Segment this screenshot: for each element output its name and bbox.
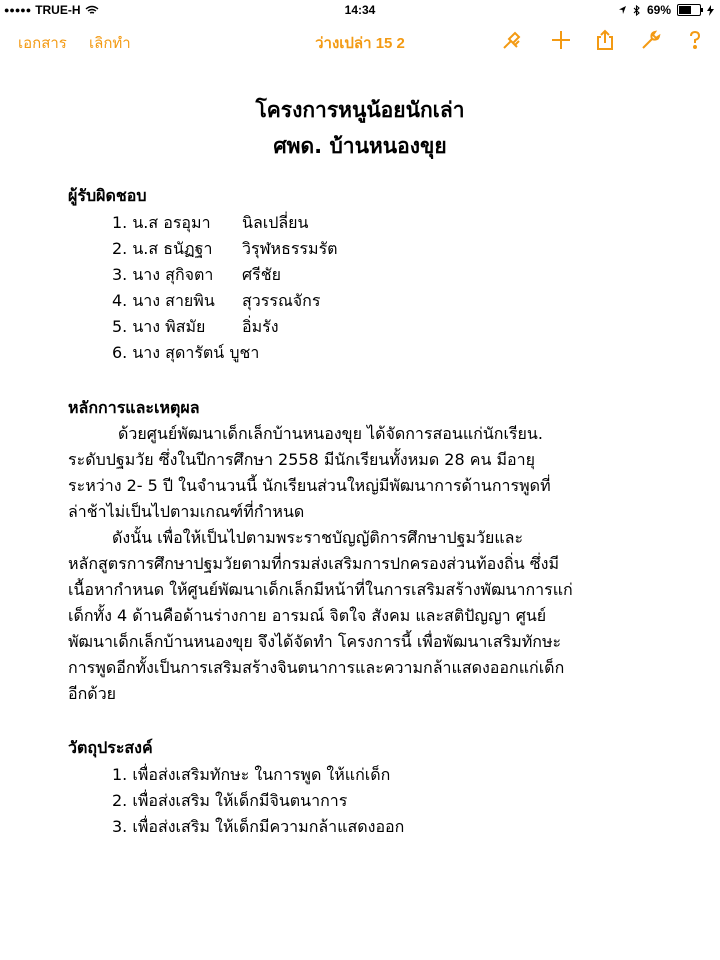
- paragraph-line: พัฒนาเด็กเล็กบ้านหนองขุย จึงได้จัดทำ โครงการนี้ เพื่อพัฒนาเสริมทักษะ: [68, 632, 562, 651]
- bluetooth-icon: [633, 5, 641, 16]
- document-title[interactable]: ว่างเปล่า 15 2: [315, 35, 405, 52]
- status-time: 14:34: [344, 3, 376, 17]
- objective-item: 3. เพื่อส่งเสริม ให้เด็กมีความกล้าแสดงออก: [112, 817, 405, 836]
- responsible-name: 4. นาง สายพิน: [112, 291, 215, 310]
- add-icon[interactable]: [548, 27, 574, 53]
- paragraph-line: ด้วยศูนย์พัฒนาเด็กเล็กบ้านหนองขุย ได้จัดการสอนแก่นักเรียน.: [118, 424, 543, 443]
- responsible-name: 2. น.ส ธนัฏฐา: [112, 239, 213, 258]
- responsible-surname: สุวรรณจักร: [242, 291, 321, 310]
- paragraph-line: อีกด้วย: [68, 684, 117, 703]
- responsible-surname: นิลเปลี่ยน: [242, 213, 309, 232]
- objective-heading: วัตถุประสงค์: [68, 738, 153, 757]
- responsible-name: 5. นาง พิสมัย: [112, 317, 206, 336]
- battery-icon: [677, 4, 701, 16]
- paragraph-line: การพูดอีกทั้งเป็นการเสริมสร้างจินตนาการและความกล้าแสดงออกแก่เด็ก: [68, 658, 565, 677]
- toolbar: [0, 20, 720, 62]
- battery-tip: [701, 8, 703, 12]
- responsible-surname: ศรีชัย: [242, 265, 281, 284]
- signal-icon: ●●●●●: [4, 5, 32, 15]
- undo-button[interactable]: เลิกทำ: [89, 35, 131, 52]
- objective-item: 2. เพื่อส่งเสริม ให้เด็กมีจินตนาการ: [112, 791, 348, 810]
- share-icon[interactable]: [592, 27, 618, 53]
- responsible-surname: วิรุฬหธรรมรัต: [242, 239, 338, 258]
- paragraph-line: หลักสูตรการศึกษาปฐมวัยตามที่กรมส่งเสริมการปกครองส่วนท้องถิ่น ซึ่งมี: [68, 554, 559, 573]
- responsible-name: 6. นาง สุดารัตน์ บูชา: [112, 343, 260, 362]
- responsible-surname: อิ่มรัง: [242, 317, 279, 336]
- brush-icon[interactable]: [499, 27, 525, 53]
- paragraph-line: ระดับปฐมวัย ซึ่งในปีการศึกษา 2558 มีนักเรียนทั้งหมด 28 คน มีอายุ: [68, 450, 535, 469]
- document-heading-line2: ศพด. บ้านหนองขุย: [273, 134, 447, 158]
- principle-heading: หลักการและเหตุผล: [68, 398, 200, 417]
- responsible-name: 3. นาง สุกิจตา: [112, 265, 214, 284]
- battery-fill: [679, 6, 691, 14]
- location-icon: [618, 5, 627, 15]
- document-heading-line1: โครงการหนูน้อยนักเล่า: [255, 98, 465, 122]
- status-bar: [0, 0, 720, 20]
- battery-percent: 69%: [646, 3, 671, 17]
- objective-item: 1. เพื่อส่งเสริมทักษะ ในการพูด ให้แก่เด็ก: [112, 765, 391, 784]
- status-right: [618, 3, 714, 17]
- documents-button[interactable]: เอกสาร: [18, 35, 67, 52]
- carrier-label: TRUE-H: [35, 3, 81, 17]
- charging-icon: [707, 5, 714, 16]
- paragraph-line: ล่าช้าไม่เป็นไปตามเกณฑ์ที่กำหนด: [68, 502, 305, 521]
- help-icon[interactable]: [682, 27, 708, 53]
- responsible-heading: ผู้รับผิดชอบ: [68, 186, 147, 205]
- wrench-icon[interactable]: [638, 27, 664, 53]
- paragraph-line: ระหว่าง 2- 5 ปี ในจำนวนนี้ นักเรียนส่วนใหญ่มีพัฒนาการด้านการพูดที่: [68, 476, 551, 495]
- document-page[interactable]: [0, 62, 720, 960]
- paragraph-line: เด็กทั้ง 4 ด้านคือด้านร่างกาย อารมณ์ จิตใจ สังคม และสติปัญญา ศูนย์: [68, 606, 547, 625]
- paragraph-line: ดังนั้น เพื่อให้เป็นไปตามพระราชบัญญัติการศึกษาปฐมวัยและ: [112, 528, 524, 547]
- responsible-name: 1. น.ส อรอุมา: [112, 213, 211, 232]
- paragraph-line: เนื้อหากำหนด ให้ศูนย์พัฒนาเด็กเล็กมีหน้าที่ในการเสริมสร้างพัฒนาการแก่: [68, 580, 573, 599]
